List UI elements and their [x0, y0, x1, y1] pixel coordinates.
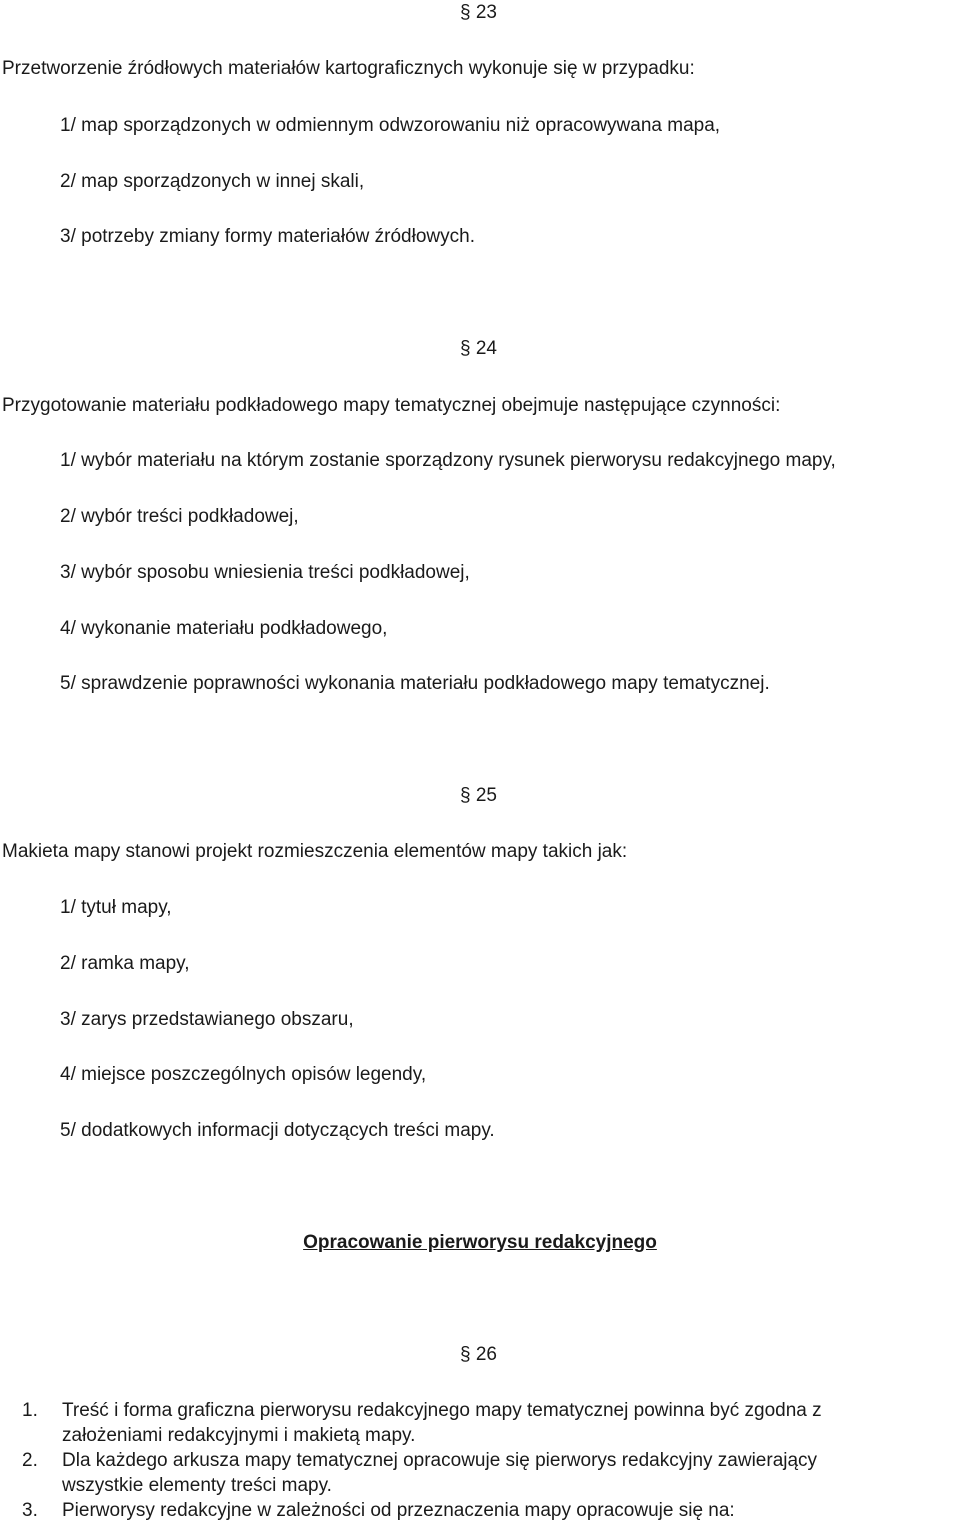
numbered-item-text: Pierworysy redakcyjne w zależności od przeznaczenia mapy opracowuje się na:	[62, 1500, 735, 1521]
numbered-item-text: wszystkie elementy treści mapy.	[62, 1475, 332, 1496]
list-item: 3/ potrzeby zmiany formy materiałów źródłowych.	[60, 226, 475, 247]
numbered-item-text: Treść i forma graficzna pierworysu redakcyjnego mapy tematycznej powinna być zgodna z	[62, 1400, 822, 1421]
list-item: 3/ zarys przedstawianego obszaru,	[60, 1009, 354, 1030]
numbered-item-text: założeniami redakcyjnymi i makietą mapy.	[62, 1425, 416, 1446]
section-mark-23: § 23	[460, 2, 497, 23]
numbered-item-number: 3.	[22, 1500, 38, 1521]
section-23-intro: Przetworzenie źródłowych materiałów kartograficznych wykonuje się w przypadku:	[2, 58, 695, 79]
list-item: 2/ ramka mapy,	[60, 953, 190, 974]
list-item: 5/ sprawdzenie poprawności wykonania materiału podkładowego mapy tematycznej.	[60, 673, 770, 694]
list-item: 2/ wybór treści podkładowej,	[60, 506, 299, 527]
list-item: 5/ dodatkowych informacji dotyczących treści mapy.	[60, 1120, 495, 1141]
list-item: 4/ miejsce poszczególnych opisów legendy,	[60, 1064, 427, 1085]
list-item: 1/ tytuł mapy,	[60, 897, 172, 918]
section-mark-25: § 25	[460, 785, 497, 806]
list-item: 4/ wykonanie materiału podkładowego,	[60, 618, 388, 639]
numbered-item-number: 1.	[22, 1400, 38, 1421]
list-item: 3/ wybór sposobu wniesienia treści podkładowej,	[60, 562, 470, 583]
section-mark-26: § 26	[460, 1344, 497, 1365]
list-item: 1/ wybór materiału na którym zostanie sporządzony rysunek pierworysu redakcyjnego mapy,	[60, 450, 836, 471]
section-mark-24: § 24	[460, 338, 497, 359]
section-25-intro: Makieta mapy stanowi projekt rozmieszczenia elementów mapy takich jak:	[2, 841, 628, 862]
list-item: 1/ map sporządzonych w odmiennym odwzorowaniu niż opracowywana mapa,	[60, 115, 721, 136]
chapter-heading: Opracowanie pierworysu redakcyjnego	[303, 1232, 657, 1253]
numbered-item-text: Dla każdego arkusza mapy tematycznej opracowuje się pierworys redakcyjny zawierający	[62, 1450, 818, 1471]
section-24-intro: Przygotowanie materiału podkładowego mapy tematycznej obejmuje następujące czynności:	[2, 395, 781, 416]
list-item: 2/ map sporządzonych w innej skali,	[60, 171, 365, 192]
numbered-item-number: 2.	[22, 1450, 38, 1471]
